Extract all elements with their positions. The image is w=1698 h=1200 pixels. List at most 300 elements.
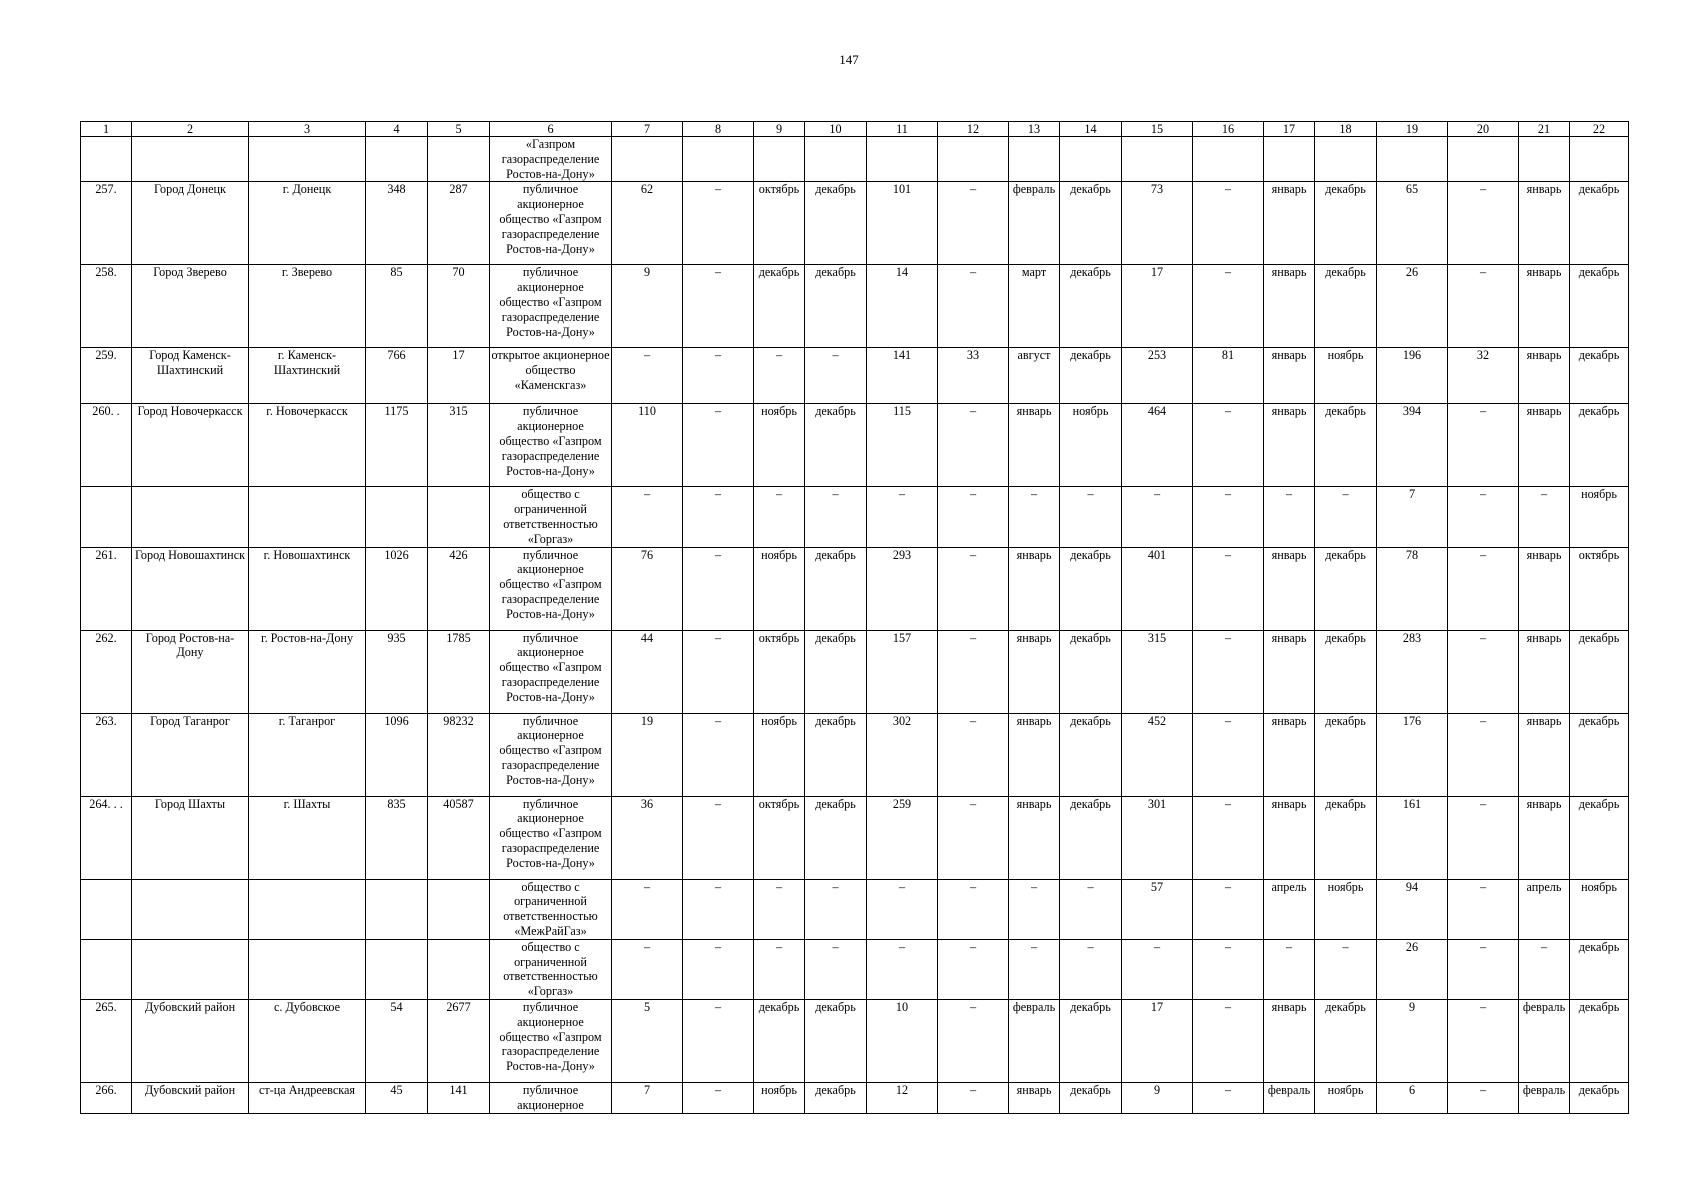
table-cell: декабрь xyxy=(1060,630,1122,713)
table-row xyxy=(81,547,1629,630)
table-cell: – xyxy=(612,348,683,404)
table-cell xyxy=(132,137,249,182)
table-cell: публичное акционерное общество «Газпром газораспределение Ростов-на-Дону» xyxy=(490,182,612,265)
table-cell xyxy=(1122,137,1193,182)
table-cell: г. Донецк xyxy=(249,182,366,265)
table-cell: декабрь xyxy=(1315,404,1377,487)
table-cell: – xyxy=(1193,182,1264,265)
table-cell: – xyxy=(1060,939,1122,999)
table-row xyxy=(81,182,1629,265)
table-cell: декабрь xyxy=(805,547,867,630)
table-cell: 19 xyxy=(612,713,683,796)
table-cell: 1785 xyxy=(428,630,490,713)
column-header: 18 xyxy=(1315,122,1377,137)
table-cell: ноябрь xyxy=(1570,879,1629,939)
column-header: 6 xyxy=(490,122,612,137)
table-cell: 176 xyxy=(1377,713,1448,796)
table-cell: – xyxy=(1448,939,1519,999)
table-cell: – xyxy=(1448,487,1519,547)
table-cell: ноябрь xyxy=(1060,404,1122,487)
table-cell: – xyxy=(1448,1082,1519,1113)
table-cell: март xyxy=(1009,265,1060,348)
table-cell: 26 xyxy=(1377,939,1448,999)
column-header: 8 xyxy=(683,122,754,137)
table-cell: декабрь xyxy=(1570,265,1629,348)
table-cell: январь xyxy=(1264,348,1315,404)
table-cell: январь xyxy=(1519,265,1570,348)
table-cell: публичное акционерное общество «Газпром газораспределение Ростов-на-Дону» xyxy=(490,630,612,713)
table-cell: – xyxy=(938,487,1009,547)
table-cell: – xyxy=(938,713,1009,796)
table-cell: публичное акционерное общество «Газпром газораспределение Ростов-на-Дону» xyxy=(490,999,612,1082)
table-cell: публичное акционерное общество «Газпром газораспределение Ростов-на-Дону» xyxy=(490,796,612,879)
table-cell: – xyxy=(1519,487,1570,547)
table-cell xyxy=(428,487,490,547)
table-cell: 10 xyxy=(867,999,938,1082)
table-cell: 161 xyxy=(1377,796,1448,879)
table-cell: – xyxy=(1448,182,1519,265)
table-cell xyxy=(867,137,938,182)
column-header: 3 xyxy=(249,122,366,137)
table-cell: 81 xyxy=(1193,348,1264,404)
table-cell: публичное акционерное общество «Газпром газораспределение Ростов-на-Дону» xyxy=(490,547,612,630)
table-cell: 1096 xyxy=(366,713,428,796)
table-cell: 98232 xyxy=(428,713,490,796)
column-header: 2 xyxy=(132,122,249,137)
table-cell: январь xyxy=(1264,999,1315,1082)
table-cell: – xyxy=(1009,487,1060,547)
table-cell: ноябрь xyxy=(1315,879,1377,939)
table-cell: январь xyxy=(1264,182,1315,265)
table-cell: январь xyxy=(1009,1082,1060,1113)
table-cell: 14 xyxy=(867,265,938,348)
table-cell: декабрь xyxy=(805,1082,867,1113)
table-cell: 141 xyxy=(428,1082,490,1113)
table-row xyxy=(81,487,1629,547)
table-cell: – xyxy=(683,630,754,713)
table-cell: декабрь xyxy=(1570,939,1629,999)
table-cell: декабрь xyxy=(1570,630,1629,713)
column-header: 12 xyxy=(938,122,1009,137)
table-cell: 258. xyxy=(81,265,132,348)
table-cell: январь xyxy=(1519,348,1570,404)
table-cell: январь xyxy=(1264,404,1315,487)
table-cell: ноябрь xyxy=(754,713,805,796)
table-cell xyxy=(249,137,366,182)
table-cell: – xyxy=(938,796,1009,879)
table-cell: 5 xyxy=(612,999,683,1082)
table-cell: декабрь xyxy=(1570,404,1629,487)
table-cell: – xyxy=(938,547,1009,630)
table-cell: февраль xyxy=(1519,1082,1570,1113)
table-cell: декабрь xyxy=(1060,713,1122,796)
table-cell: ноябрь xyxy=(754,1082,805,1113)
table-cell: г. Каменск-Шахтинский xyxy=(249,348,366,404)
table-cell: – xyxy=(938,182,1009,265)
table-cell: 9 xyxy=(1122,1082,1193,1113)
table-cell: 302 xyxy=(867,713,938,796)
table-cell: 54 xyxy=(366,999,428,1082)
table-cell: январь xyxy=(1264,713,1315,796)
table-cell: – xyxy=(1122,487,1193,547)
column-header: 11 xyxy=(867,122,938,137)
column-header: 9 xyxy=(754,122,805,137)
table-cell xyxy=(366,487,428,547)
table-cell: 266. xyxy=(81,1082,132,1113)
table-row xyxy=(81,137,1629,182)
table-row xyxy=(81,265,1629,348)
table-row xyxy=(81,999,1629,1082)
table-cell: 287 xyxy=(428,182,490,265)
table-cell: 73 xyxy=(1122,182,1193,265)
table-cell: декабрь xyxy=(1570,999,1629,1082)
table-cell: – xyxy=(1193,796,1264,879)
table-cell: 264. . . xyxy=(81,796,132,879)
table-cell: декабрь xyxy=(805,999,867,1082)
table-cell: 26 xyxy=(1377,265,1448,348)
table-cell: 17 xyxy=(1122,999,1193,1082)
table-cell: Город Шахты xyxy=(132,796,249,879)
table-cell xyxy=(366,939,428,999)
table-cell: – xyxy=(1448,796,1519,879)
table-cell: январь xyxy=(1264,796,1315,879)
table-cell: – xyxy=(1448,547,1519,630)
column-header: 19 xyxy=(1377,122,1448,137)
table-cell xyxy=(81,487,132,547)
table-cell: – xyxy=(1315,939,1377,999)
table-cell xyxy=(683,137,754,182)
table-cell: 1175 xyxy=(366,404,428,487)
table-cell xyxy=(1009,137,1060,182)
table-cell: 157 xyxy=(867,630,938,713)
table-cell: – xyxy=(683,939,754,999)
column-header: 4 xyxy=(366,122,428,137)
table-cell: 260. . xyxy=(81,404,132,487)
table-cell: 57 xyxy=(1122,879,1193,939)
table-cell: 7 xyxy=(1377,487,1448,547)
table-cell: 253 xyxy=(1122,348,1193,404)
table-cell: 259. xyxy=(81,348,132,404)
table-cell: – xyxy=(867,939,938,999)
table-cell: декабрь xyxy=(1570,348,1629,404)
table-cell: 78 xyxy=(1377,547,1448,630)
table-cell xyxy=(805,137,867,182)
table-cell: – xyxy=(683,547,754,630)
table-cell: Город Зверево xyxy=(132,265,249,348)
table-cell xyxy=(132,879,249,939)
table-cell: 1026 xyxy=(366,547,428,630)
page-number: 147 xyxy=(839,52,859,67)
table-cell: с. Дубовское xyxy=(249,999,366,1082)
table-cell: – xyxy=(1264,487,1315,547)
table-cell xyxy=(132,939,249,999)
table-cell: декабрь xyxy=(754,265,805,348)
table-cell: Город Донецк xyxy=(132,182,249,265)
table-cell: 257. xyxy=(81,182,132,265)
table-cell: 101 xyxy=(867,182,938,265)
table-cell: 262. xyxy=(81,630,132,713)
table-cell: – xyxy=(938,939,1009,999)
column-header: 1 xyxy=(81,122,132,137)
table-cell: декабрь xyxy=(1315,265,1377,348)
table-cell: – xyxy=(1448,265,1519,348)
table-cell: 70 xyxy=(428,265,490,348)
table-cell xyxy=(1519,137,1570,182)
column-header: 10 xyxy=(805,122,867,137)
table-cell xyxy=(1060,137,1122,182)
table-cell: – xyxy=(805,879,867,939)
table-cell: г. Шахты xyxy=(249,796,366,879)
table-cell: 141 xyxy=(867,348,938,404)
table-cell: 17 xyxy=(428,348,490,404)
table-cell: 12 xyxy=(867,1082,938,1113)
table-cell: – xyxy=(612,879,683,939)
table-cell: декабрь xyxy=(1315,547,1377,630)
table-cell: январь xyxy=(1009,404,1060,487)
table-cell xyxy=(81,137,132,182)
data-table xyxy=(80,121,1629,1114)
table-cell xyxy=(366,879,428,939)
table-cell: – xyxy=(754,939,805,999)
table-cell: февраль xyxy=(1264,1082,1315,1113)
table-cell xyxy=(428,879,490,939)
table-cell: 301 xyxy=(1122,796,1193,879)
table-cell xyxy=(1570,137,1629,182)
table-cell: г. Новошахтинск xyxy=(249,547,366,630)
table-cell: январь xyxy=(1009,796,1060,879)
table-cell: г. Таганрог xyxy=(249,713,366,796)
table-cell: 766 xyxy=(366,348,428,404)
table-cell: декабрь xyxy=(805,713,867,796)
table-cell xyxy=(938,137,1009,182)
table-cell: – xyxy=(938,404,1009,487)
table-cell: – xyxy=(938,265,1009,348)
table-cell: декабрь xyxy=(805,404,867,487)
column-header-row xyxy=(81,122,1629,137)
table-cell: декабрь xyxy=(1315,182,1377,265)
table-cell: – xyxy=(1193,487,1264,547)
table-cell: – xyxy=(1060,487,1122,547)
table-cell: 464 xyxy=(1122,404,1193,487)
column-header: 16 xyxy=(1193,122,1264,137)
table-cell: декабрь xyxy=(805,796,867,879)
table-cell: – xyxy=(938,999,1009,1082)
table-cell: 835 xyxy=(366,796,428,879)
table-cell: октябрь xyxy=(754,182,805,265)
table-cell: общество с ограниченной ответственностью «Горгаз» xyxy=(490,939,612,999)
column-header: 22 xyxy=(1570,122,1629,137)
table-row xyxy=(81,404,1629,487)
table-cell: – xyxy=(683,713,754,796)
table-cell: февраль xyxy=(1519,999,1570,1082)
table-cell: – xyxy=(1009,939,1060,999)
table-cell: декабрь xyxy=(1060,348,1122,404)
table-cell: август xyxy=(1009,348,1060,404)
table-cell: публичное акционерное общество «Газпром газораспределение Ростов-на-Дону» xyxy=(490,265,612,348)
table-cell: – xyxy=(938,879,1009,939)
table-cell: декабрь xyxy=(1315,630,1377,713)
table-cell: январь xyxy=(1264,547,1315,630)
table-cell: ноябрь xyxy=(1315,348,1377,404)
column-header: 21 xyxy=(1519,122,1570,137)
table-cell: декабрь xyxy=(1060,182,1122,265)
table-cell: декабрь xyxy=(1060,796,1122,879)
table-cell: Город Новочеркасск xyxy=(132,404,249,487)
table-cell: общество с ограниченной ответственностью «Горгаз» xyxy=(490,487,612,547)
table-cell: г. Ростов-на-Дону xyxy=(249,630,366,713)
table-cell: 259 xyxy=(867,796,938,879)
table-cell: 33 xyxy=(938,348,1009,404)
table-cell: – xyxy=(683,487,754,547)
table-cell: ноябрь xyxy=(1315,1082,1377,1113)
table-cell: январь xyxy=(1264,630,1315,713)
table-cell: – xyxy=(1122,939,1193,999)
table-cell: г. Новочеркасск xyxy=(249,404,366,487)
column-header: 15 xyxy=(1122,122,1193,137)
table-row xyxy=(81,630,1629,713)
table-cell: – xyxy=(1315,487,1377,547)
table-cell: октябрь xyxy=(754,796,805,879)
table-cell xyxy=(428,939,490,999)
table-cell: январь xyxy=(1519,796,1570,879)
table-cell: декабрь xyxy=(1570,713,1629,796)
table-cell: 196 xyxy=(1377,348,1448,404)
table-cell xyxy=(1264,137,1315,182)
table-cell: – xyxy=(1060,879,1122,939)
table-cell xyxy=(612,137,683,182)
table-cell: 293 xyxy=(867,547,938,630)
table-cell: 315 xyxy=(428,404,490,487)
column-header: 17 xyxy=(1264,122,1315,137)
table-cell: – xyxy=(1193,630,1264,713)
column-header: 7 xyxy=(612,122,683,137)
table-cell: декабрь xyxy=(1060,999,1122,1082)
table-cell: февраль xyxy=(1009,182,1060,265)
table-cell: 85 xyxy=(366,265,428,348)
table-cell: 45 xyxy=(366,1082,428,1113)
table-cell: – xyxy=(612,487,683,547)
table-cell: 9 xyxy=(1377,999,1448,1082)
table-cell: Город Таганрог xyxy=(132,713,249,796)
table-cell xyxy=(249,879,366,939)
table-cell: г. Зверево xyxy=(249,265,366,348)
table-cell: январь xyxy=(1519,630,1570,713)
table-cell: 7 xyxy=(612,1082,683,1113)
table-cell: – xyxy=(867,487,938,547)
table-cell: – xyxy=(1193,1082,1264,1113)
table-cell: 40587 xyxy=(428,796,490,879)
table-cell: – xyxy=(1193,879,1264,939)
table-cell: 426 xyxy=(428,547,490,630)
table-cell: – xyxy=(1009,879,1060,939)
table-cell: – xyxy=(1193,265,1264,348)
table-cell: декабрь xyxy=(1315,999,1377,1082)
table-cell: 261. xyxy=(81,547,132,630)
table-cell xyxy=(366,137,428,182)
table-cell: – xyxy=(938,630,1009,713)
table-cell xyxy=(428,137,490,182)
table-cell: 283 xyxy=(1377,630,1448,713)
table-cell: – xyxy=(1448,879,1519,939)
table-cell: – xyxy=(683,348,754,404)
table-cell: – xyxy=(612,939,683,999)
table-cell: – xyxy=(683,404,754,487)
column-header: 20 xyxy=(1448,122,1519,137)
table-cell xyxy=(1193,137,1264,182)
table-cell: 263. xyxy=(81,713,132,796)
table-cell: декабрь xyxy=(805,265,867,348)
table-cell: январь xyxy=(1519,182,1570,265)
table-cell: 76 xyxy=(612,547,683,630)
table-cell: – xyxy=(938,1082,1009,1113)
table-cell: – xyxy=(1193,939,1264,999)
table-cell: декабрь xyxy=(1570,796,1629,879)
column-header: 13 xyxy=(1009,122,1060,137)
table-cell: декабрь xyxy=(1060,547,1122,630)
table-cell: декабрь xyxy=(1570,182,1629,265)
table-cell: февраль xyxy=(1009,999,1060,1082)
table-cell: 62 xyxy=(612,182,683,265)
table-cell: декабрь xyxy=(1315,713,1377,796)
table-cell: январь xyxy=(1519,547,1570,630)
table-cell: публичное акционерное общество «Газпром газораспределение Ростов-на-Дону» xyxy=(490,713,612,796)
table-cell xyxy=(1377,137,1448,182)
table-cell: «Газпром газораспределение Ростов-на-Дону» xyxy=(490,137,612,182)
table-cell: 401 xyxy=(1122,547,1193,630)
table-row xyxy=(81,879,1629,939)
table-cell: – xyxy=(683,1082,754,1113)
table-cell: 32 xyxy=(1448,348,1519,404)
table-cell xyxy=(132,487,249,547)
table-cell: Город Каменск-Шахтинский xyxy=(132,348,249,404)
table-cell: – xyxy=(754,879,805,939)
table-cell: декабрь xyxy=(1570,1082,1629,1113)
table-cell: – xyxy=(683,182,754,265)
table-cell xyxy=(754,137,805,182)
table-cell: публичное акционерное общество «Газпром газораспределение Ростов-на-Дону» xyxy=(490,404,612,487)
table-cell: 36 xyxy=(612,796,683,879)
table-cell: – xyxy=(1193,999,1264,1082)
table-cell: – xyxy=(867,879,938,939)
table-cell: – xyxy=(683,265,754,348)
table-cell: – xyxy=(805,348,867,404)
table-cell: декабрь xyxy=(754,999,805,1082)
table-cell: 110 xyxy=(612,404,683,487)
table-cell: – xyxy=(1448,713,1519,796)
table-cell: 6 xyxy=(1377,1082,1448,1113)
table-cell: апрель xyxy=(1519,879,1570,939)
table-row xyxy=(81,713,1629,796)
table-cell: – xyxy=(754,487,805,547)
table-cell xyxy=(1315,137,1377,182)
table-cell: октябрь xyxy=(1570,547,1629,630)
table-cell xyxy=(81,939,132,999)
table-cell: – xyxy=(805,939,867,999)
table-cell: 394 xyxy=(1377,404,1448,487)
table-cell: ст-ца Андреевская xyxy=(249,1082,366,1113)
table-cell: общество с ограниченной ответственностью «МежРайГаз» xyxy=(490,879,612,939)
table-cell: декабрь xyxy=(805,630,867,713)
table-row xyxy=(81,348,1629,404)
column-header: 14 xyxy=(1060,122,1122,137)
table-cell: – xyxy=(1448,630,1519,713)
table-cell: ноябрь xyxy=(754,547,805,630)
table-cell: декабрь xyxy=(1060,265,1122,348)
table-cell: 65 xyxy=(1377,182,1448,265)
table-cell: – xyxy=(1519,939,1570,999)
table-cell: январь xyxy=(1519,404,1570,487)
table-cell: – xyxy=(1448,999,1519,1082)
